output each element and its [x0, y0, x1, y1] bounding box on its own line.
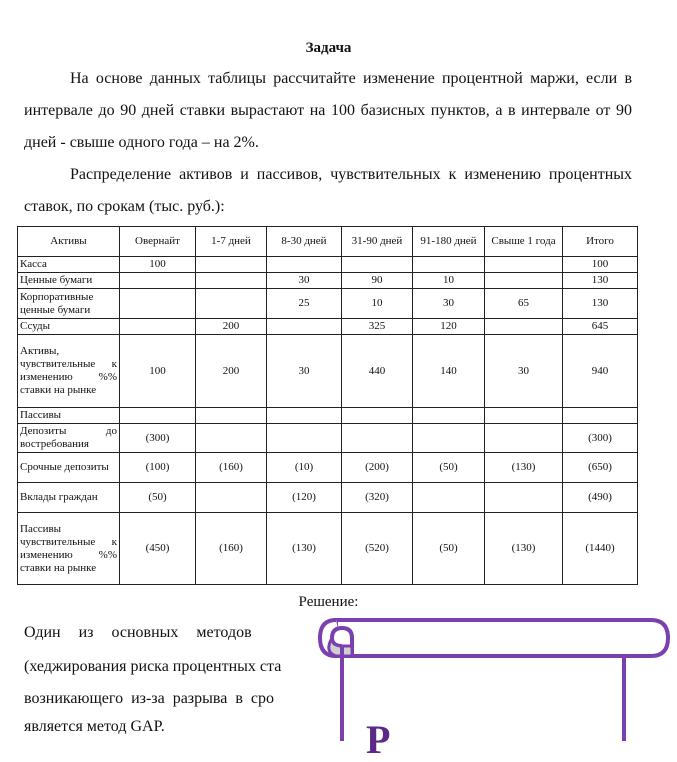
header-cell: 1-7 дней [196, 227, 267, 257]
row-label-cell: Касса [18, 257, 120, 273]
value-cell: (100) [120, 453, 196, 483]
header-cell: Овернайт [120, 227, 196, 257]
table-row [18, 289, 638, 319]
row-label-cell: Ценные бумаги [18, 273, 120, 289]
value-cell: 90 [342, 273, 413, 289]
value-cell [485, 408, 563, 424]
table-row [18, 453, 638, 483]
value-cell [120, 289, 196, 319]
value-cell [120, 319, 196, 335]
row-label-cell: Вклады граждан [18, 483, 120, 513]
table-row [18, 424, 638, 453]
solution-line: возникающего из-за разрыва в сро [24, 690, 274, 707]
value-cell: (130) [267, 513, 342, 585]
value-cell [413, 257, 485, 273]
header-cell: 8-30 дней [267, 227, 342, 257]
task-paragraph: На основе данных таблицы рассчитайте изменение процентной маржи, если в интервале до 90 дней ставки вырастают на 100 базисных пунктов, а в интервале от 90 дней - свыше одного года – на 2%. [24, 70, 632, 151]
value-cell [196, 257, 267, 273]
value-cell: (130) [485, 453, 563, 483]
solution-line: Один из основных методов [24, 624, 252, 641]
value-cell [196, 408, 267, 424]
value-cell: 440 [342, 335, 413, 408]
value-cell [485, 273, 563, 289]
value-cell: 30 [485, 335, 563, 408]
row-label-cell: Срочные депозиты [18, 453, 120, 483]
row-label-cell: Корпоративные ценные бумаги [18, 289, 120, 319]
solution-line: (хеджирования риска процентных ста [24, 658, 282, 675]
value-cell [485, 424, 563, 453]
value-cell [342, 257, 413, 273]
table-row [18, 335, 638, 408]
value-cell [267, 424, 342, 453]
scroll-heading-letter: Р [366, 717, 391, 762]
value-cell: 30 [267, 273, 342, 289]
value-cell: 10 [342, 289, 413, 319]
header-cell: 91-180 дней [413, 227, 485, 257]
value-cell: 940 [563, 335, 638, 408]
distribution-caption: Распределение активов и пассивов, чувствительных к изменению процентных ставок, по срокам (тыс. руб.): [24, 166, 632, 215]
row-label-cell: Пассивы чувствительные к изменению %% ставки на рынке [18, 513, 120, 585]
value-cell: 140 [413, 335, 485, 408]
value-cell: 25 [267, 289, 342, 319]
value-cell: (50) [120, 483, 196, 513]
value-cell [485, 257, 563, 273]
value-cell: (160) [196, 513, 267, 585]
value-cell [120, 408, 196, 424]
value-cell: (50) [413, 453, 485, 483]
value-cell: 100 [120, 335, 196, 408]
value-cell: (320) [342, 483, 413, 513]
table-row [18, 513, 638, 585]
value-cell: 120 [413, 319, 485, 335]
value-cell: (10) [267, 453, 342, 483]
value-cell [196, 424, 267, 453]
value-cell: (130) [485, 513, 563, 585]
table-row [18, 319, 638, 335]
value-cell: (490) [563, 483, 638, 513]
value-cell: (300) [563, 424, 638, 453]
value-cell [342, 408, 413, 424]
row-label-cell: Пассивы [18, 408, 120, 424]
header-cell: Активы [18, 227, 120, 257]
value-cell [196, 289, 267, 319]
value-cell: (200) [342, 453, 413, 483]
value-cell: 100 [120, 257, 196, 273]
value-cell [485, 483, 563, 513]
value-cell [342, 424, 413, 453]
value-cell: 200 [196, 335, 267, 408]
value-cell: (160) [196, 453, 267, 483]
value-cell [267, 319, 342, 335]
table-row [18, 257, 638, 273]
value-cell: 130 [563, 273, 638, 289]
value-cell: (50) [413, 513, 485, 585]
row-label-cell: Активы, чувствительные к изменению %% ставки на рынке [18, 335, 120, 408]
solution-line: является метод GAP. [24, 718, 165, 735]
value-cell: 65 [485, 289, 563, 319]
value-cell: 645 [563, 319, 638, 335]
table-row [18, 273, 638, 289]
value-cell [485, 319, 563, 335]
value-cell: (520) [342, 513, 413, 585]
value-cell: (1440) [563, 513, 638, 585]
assets-liabilities-table [17, 226, 638, 585]
value-cell: (300) [120, 424, 196, 453]
value-cell [196, 273, 267, 289]
table-row [18, 408, 638, 424]
value-cell: 200 [196, 319, 267, 335]
table-row [18, 483, 638, 513]
value-cell [413, 483, 485, 513]
value-cell: (120) [267, 483, 342, 513]
value-cell: 130 [563, 289, 638, 319]
task-title: Задача [305, 40, 352, 56]
value-cell [267, 408, 342, 424]
value-cell: 30 [413, 289, 485, 319]
value-cell: 325 [342, 319, 413, 335]
value-cell [413, 408, 485, 424]
value-cell [196, 483, 267, 513]
value-cell: 30 [267, 335, 342, 408]
value-cell: (650) [563, 453, 638, 483]
value-cell: (450) [120, 513, 196, 585]
value-cell: 100 [563, 257, 638, 273]
table-header-row [18, 227, 638, 257]
value-cell [267, 257, 342, 273]
header-cell: Итого [563, 227, 638, 257]
solution-heading: Решение: [298, 594, 359, 610]
value-cell [413, 424, 485, 453]
value-cell: 10 [413, 273, 485, 289]
value-cell [120, 273, 196, 289]
row-label-cell: Ссуды [18, 319, 120, 335]
header-cell: Свыше 1 года [485, 227, 563, 257]
value-cell [563, 408, 638, 424]
row-label-cell: Депозиты до востребования [18, 424, 120, 453]
header-cell: 31-90 дней [342, 227, 413, 257]
